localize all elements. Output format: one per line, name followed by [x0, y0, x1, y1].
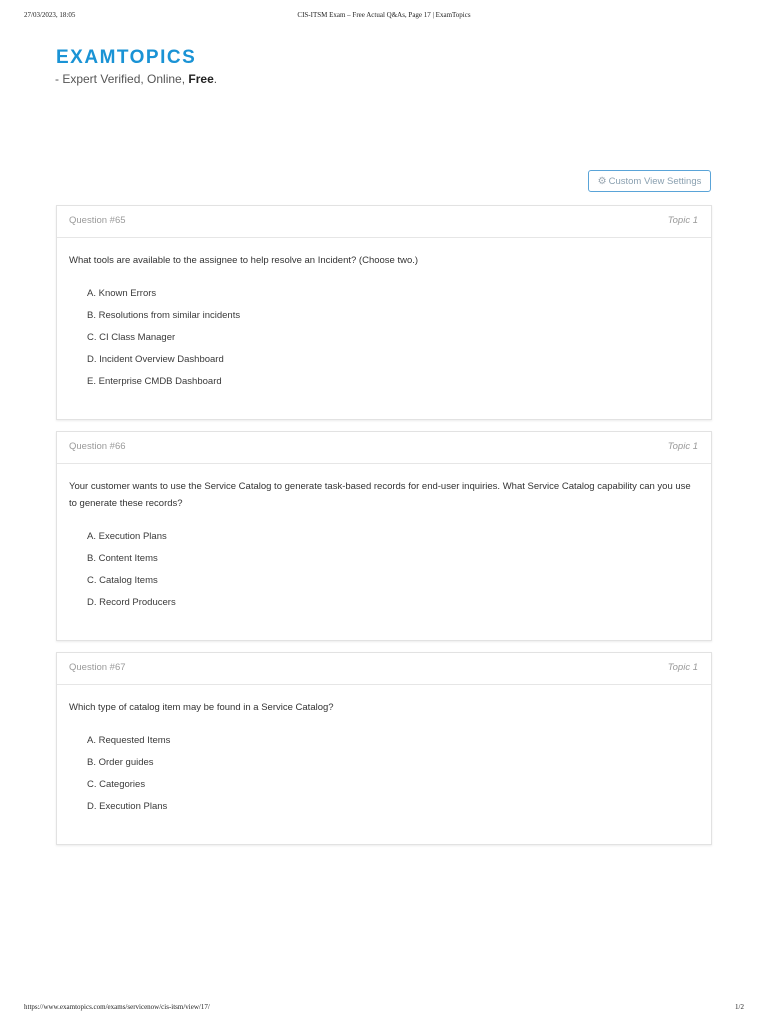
- choice-item[interactable]: A. Requested Items: [87, 735, 171, 746]
- choice-item[interactable]: A. Execution Plans: [87, 531, 167, 542]
- choice-item[interactable]: B. Order guides: [87, 757, 154, 768]
- choice-list: [69, 283, 699, 393]
- choice-item[interactable]: B. Resolutions from similar incidents: [87, 310, 241, 321]
- question-text: Which type of catalog item may be found in a Service Catalog?: [69, 702, 334, 713]
- print-page-title: CIS-ITSM Exam – Free Actual Q&As, Page 17 | ExamTopics: [297, 11, 471, 19]
- gear-icon: ⚙: [597, 176, 607, 187]
- question-topic: Topic 1: [667, 215, 698, 226]
- choice-item[interactable]: E. Enterprise CMDB Dashboard: [87, 376, 222, 387]
- choice-item[interactable]: D. Execution Plans: [87, 801, 168, 812]
- print-page-number: 1/2: [735, 1003, 744, 1011]
- tagline-prefix: - Expert Verified, Online,: [55, 72, 189, 86]
- choice-item[interactable]: C. Categories: [87, 779, 146, 790]
- settings-button-label: Custom View Settings: [608, 176, 702, 187]
- print-header: [0, 11, 768, 23]
- question-number: Question #66: [69, 441, 126, 452]
- question-topic: Topic 1: [667, 441, 698, 452]
- choice-list: [69, 526, 699, 614]
- tagline-bold: Free: [188, 72, 214, 86]
- tagline: [55, 72, 217, 86]
- choice-list: [69, 730, 699, 818]
- question-topic: Topic 1: [667, 662, 698, 673]
- choice-item[interactable]: D. Incident Overview Dashboard: [87, 354, 224, 365]
- question-card: [56, 205, 712, 420]
- question-number: Question #65: [69, 215, 126, 226]
- print-url: https://www.examtopics.com/exams/servicenow/cis-itsm/view/17/: [24, 1003, 210, 1011]
- question-text: Your customer wants to use the Service Catalog to generate task-based records for end-user inquiries. What Service Catalog capability can you use to generate these records?: [69, 481, 691, 509]
- custom-view-settings-button[interactable]: [588, 170, 711, 192]
- question-header: [57, 206, 711, 238]
- question-number: Question #67: [69, 662, 126, 673]
- choice-item[interactable]: C. CI Class Manager: [87, 332, 176, 343]
- choice-item[interactable]: B. Content Items: [87, 553, 158, 564]
- tagline-suffix: .: [213, 72, 218, 86]
- question-card: [56, 652, 712, 845]
- question-body: [57, 464, 711, 614]
- question-body: [57, 238, 711, 393]
- question-header: [57, 653, 711, 685]
- question-text: What tools are available to the assignee to help resolve an Incident? (Choose two.): [69, 255, 419, 266]
- choice-item[interactable]: C. Catalog Items: [87, 575, 158, 586]
- print-footer: [0, 1003, 768, 1015]
- question-header: [57, 432, 711, 464]
- print-date: 27/03/2023, 18:05: [24, 11, 76, 19]
- question-body: [57, 685, 711, 818]
- choice-item[interactable]: A. Known Errors: [87, 288, 157, 299]
- choice-item[interactable]: D. Record Producers: [87, 597, 176, 608]
- examtopics-logo[interactable]: [56, 46, 197, 72]
- question-card: [56, 431, 712, 641]
- logo-text: EXAMTOPICS: [56, 47, 197, 68]
